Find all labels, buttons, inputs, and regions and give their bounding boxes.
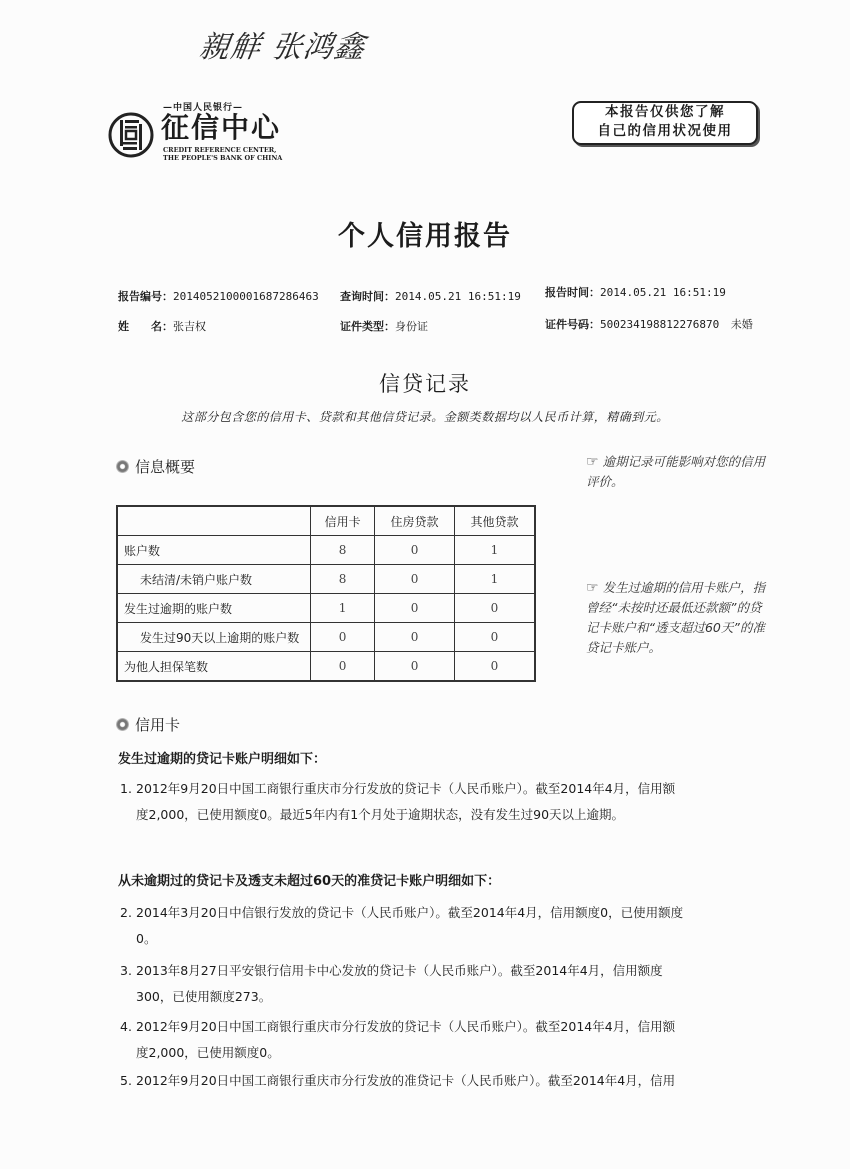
table-cell: 0 (454, 594, 535, 623)
name-value: 张吉权 (173, 320, 206, 333)
id-type-value: 身份证 (395, 320, 428, 333)
pointing-hand-icon: ☞ (586, 454, 599, 470)
list-item (120, 900, 760, 952)
list-item (120, 776, 760, 828)
report-number-field (118, 288, 319, 304)
notice-line2: 自己的信用状况使用 (597, 123, 733, 139)
query-time-field (340, 288, 521, 304)
logo-emblem-icon (108, 112, 154, 158)
report-time-field (545, 284, 726, 300)
report-time-label: 报告时间： (545, 286, 600, 299)
item-line1: 2012年9月20日中国工商银行重庆市分行发放的准贷记卡（人民币账户）。截至2014年4月，信用 (136, 1073, 676, 1088)
table-cell: 0 (375, 565, 455, 594)
credit-card-heading-text: 信用卡 (135, 716, 181, 734)
logo-english-line1: CREDIT REFERENCE CENTER, (163, 146, 277, 154)
item-number: 3. (120, 963, 132, 978)
row-label: 发生过逾期的账户数 (117, 594, 311, 623)
overdue-accounts-title: 发生过逾期的贷记卡账户明细如下： (118, 752, 327, 767)
table-cell: 0 (375, 594, 455, 623)
table-cell: 0 (454, 623, 535, 652)
table-cell: 1 (454, 536, 535, 565)
tip2-text: 发生过逾期的信用卡账户，指曾经“未按时还最低还款额”的贷记卡账户和“透支超过60天”的准贷记卡账户。 (586, 580, 766, 655)
notice-line1: 本报告仅供您了解 (605, 104, 725, 120)
item-line2: 0。 (136, 931, 157, 946)
table-row (117, 565, 535, 594)
table-row (117, 623, 535, 652)
report-number-value: 2014052100001687286463 (173, 290, 319, 303)
credit-record-description: 这部分包含您的信用卡、贷款和其他信贷记录。金额类数据均以人民币计算，精确到元。 (181, 410, 669, 424)
table-cell: 0 (375, 623, 455, 652)
handwritten-signature: 親觧 张鸿鑫 (197, 30, 368, 65)
summary-heading-text: 信息概要 (135, 458, 196, 476)
section-bullet-icon (116, 460, 129, 473)
row-label: 发生过90天以上逾期的账户数 (117, 623, 311, 652)
item-number: 5. (120, 1073, 132, 1088)
credit-record-title: 信贷记录 (379, 372, 471, 396)
item-line1: 2012年9月20日中国工商银行重庆市分行发放的贷记卡（人民币账户）。截至2014年4月，信用额 (136, 781, 676, 796)
id-type-label: 证件类型： (340, 320, 395, 333)
item-number: 1. (120, 781, 132, 796)
id-type-field (340, 318, 428, 334)
logo-top-text: —中国人民银行— (163, 103, 244, 113)
table-cell: 0 (375, 652, 455, 682)
query-time-value: 2014.05.21 16:51:19 (395, 290, 521, 303)
id-number-field (545, 316, 753, 332)
table-cell: 0 (454, 652, 535, 682)
id-number-value: 500234198812276870 (600, 318, 720, 331)
table-cell: 0 (311, 652, 375, 682)
report-title: 个人信用报告 (338, 221, 512, 252)
table-cell: 1 (311, 594, 375, 623)
item-number: 4. (120, 1019, 132, 1034)
table-row (117, 536, 535, 565)
list-item (120, 1014, 760, 1066)
row-label: 为他人担保笔数 (117, 652, 311, 682)
item-line1: 2013年8月27日平安银行信用卡中心发放的贷记卡（人民币账户）。截至2014年4月，信用额度 (136, 963, 663, 978)
table-cell: 8 (311, 536, 375, 565)
pointing-hand-icon: ☞ (586, 580, 599, 596)
row-label: 账户数 (117, 536, 311, 565)
id-number-label: 证件号码： (545, 318, 600, 331)
name-label: 姓 名： (118, 320, 173, 333)
item-number: 2. (120, 905, 132, 920)
list-item (120, 958, 760, 1010)
item-line2: 度2,000，已使用额度0。最近5年内有1个月处于逾期状态，没有发生过90天以上逾期。 (136, 807, 625, 822)
table-header-cell: 其他贷款 (454, 506, 535, 536)
summary-heading (116, 456, 195, 477)
normal-accounts-title: 从未逾期过的贷记卡及透支未超过60天的准贷记卡账户明细如下： (118, 874, 501, 889)
table-cell: 0 (311, 623, 375, 652)
credit-card-heading (116, 714, 180, 735)
overdue-definition-tip (586, 578, 766, 658)
table-header-row (117, 506, 535, 536)
logo-english-text (163, 146, 282, 162)
table-header-cell (117, 506, 311, 536)
table-cell: 1 (454, 565, 535, 594)
summary-table (116, 505, 536, 682)
report-time-value: 2014.05.21 16:51:19 (600, 286, 726, 299)
credit-reference-center-logo (108, 100, 283, 164)
list-item (120, 1068, 760, 1094)
marital-status: 未婚 (730, 318, 753, 331)
name-field (118, 318, 206, 334)
item-line1: 2012年9月20日中国工商银行重庆市分行发放的贷记卡（人民币账户）。截至2014年4月，信用额 (136, 1019, 676, 1034)
section-bullet-icon (116, 718, 129, 731)
table-row (117, 594, 535, 623)
item-line1: 2014年3月20日中信银行发放的贷记卡（人民币账户）。截至2014年4月，信用额度0，已使用额度 (136, 905, 684, 920)
item-line2: 300，已使用额度273。 (136, 989, 272, 1004)
table-cell: 0 (375, 536, 455, 565)
table-cell: 8 (311, 565, 375, 594)
usage-notice-box (572, 101, 758, 145)
tip1-text: 逾期记录可能影响对您的信用评价。 (586, 454, 766, 489)
item-line2: 度2,000，已使用额度0。 (136, 1045, 280, 1060)
row-label: 未结清/未销户账户数 (117, 565, 311, 594)
report-number-label: 报告编号： (118, 290, 173, 303)
overdue-impact-tip (586, 452, 771, 492)
query-time-label: 查询时间： (340, 290, 395, 303)
table-row (117, 652, 535, 682)
logo-english-line2: THE PEOPLE'S BANK OF CHINA (163, 154, 283, 162)
table-header-cell: 信用卡 (311, 506, 375, 536)
table-header-cell: 住房贷款 (375, 506, 455, 536)
logo-main-text: 征信中心 (161, 111, 282, 144)
